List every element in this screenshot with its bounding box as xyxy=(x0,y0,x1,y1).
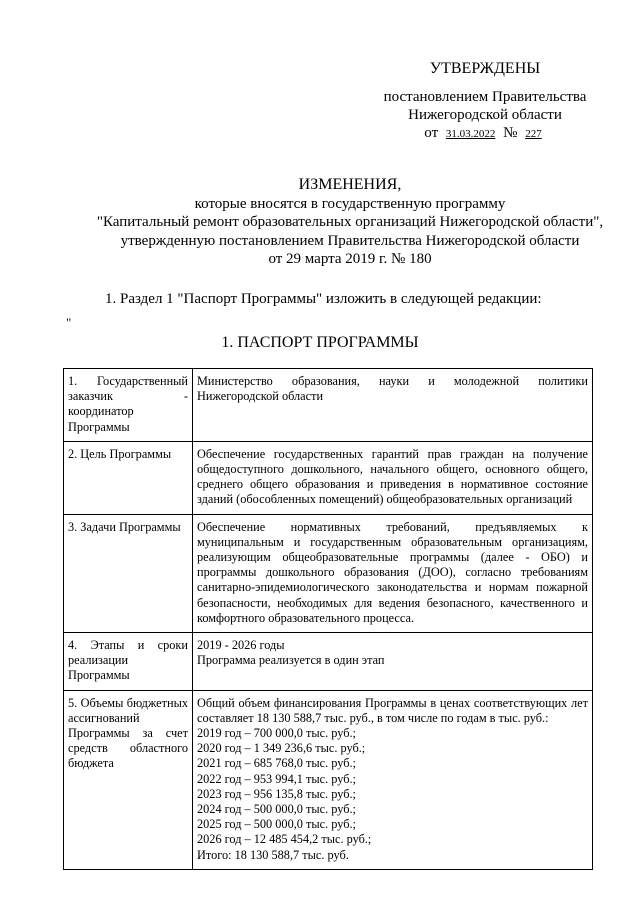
row-value: Обеспечение нормативных требований, предъявляемых к муниципальным и государственным образовательным организациям, реализующим общеобразовательные программы (далее - ОБО) и программы дошкольного образования (ДОО), согласно требованиям санитарно-эпидемиологического законодательства и нормам пожарной безопасности, необходимых для ведения безопасного, качественного и комфортного образовательного процесса. xyxy=(193,514,593,632)
row-value: Министерство образования, науки и молодежной политики Нижегородской области xyxy=(193,369,593,442)
table-row xyxy=(64,369,593,442)
row-label: 3. Задачи Программы xyxy=(64,514,193,632)
row-value xyxy=(193,633,593,691)
funding-year-2021: 2021 год – 685 768,0 тыс. руб.; xyxy=(197,756,356,771)
approval-line-2: Нижегородской области xyxy=(408,107,562,123)
heading-line-2: "Капитальный ремонт образовательных организаций Нижегородской области", xyxy=(96,214,604,230)
funding-year-2025: 2025 год – 500 000,0 тыс. руб.; xyxy=(197,817,356,832)
table-row xyxy=(64,633,593,691)
stages-note: Программа реализуется в один этап xyxy=(197,653,385,668)
funding-year-2019: 2019 год – 700 000,0 тыс. руб.; xyxy=(197,726,356,741)
passport-title: 1. ПАСПОРТ ПРОГРАММЫ xyxy=(221,334,419,351)
funding-year-2020: 2020 год – 1 349 236,6 тыс. руб.; xyxy=(197,741,366,756)
funding-year-2022: 2022 год – 953 994,1 тыс. руб.; xyxy=(197,771,356,786)
approval-block xyxy=(380,60,590,143)
row-value: Обеспечение государственных гарантий прав граждан на получение общедоступного дошкольного, начального общего, основного общего, среднего общего образования и приведения в нормативное состояние зданий (обособленных помещений) общеобразовательных организаций xyxy=(193,441,593,514)
opening-quote: " xyxy=(66,315,72,330)
row-label: 2. Цель Программы xyxy=(64,441,193,514)
document-heading xyxy=(60,176,640,269)
stages-years: 2019 - 2026 годы xyxy=(197,638,285,653)
funding-intro: Общий объем финансирования Программы в ценах соответствующих лет составляет 18 130 588,7 тыс. руб., в том числе по годам в тыс. руб.: xyxy=(197,695,588,725)
item-1-text: 1. Раздел 1 "Паспорт Программы" изложить в следующей редакции: xyxy=(105,291,542,307)
table-row xyxy=(64,441,593,514)
approval-number: 227 xyxy=(525,128,542,140)
row-label: 5. Объемы бюджетных ассигнований Программы за счет средств областного бюджета xyxy=(64,690,193,869)
funding-year-2024: 2024 год – 500 000,0 тыс. руб.; xyxy=(197,802,356,817)
heading-line-1: которые вносятся в государственную программу xyxy=(194,195,506,212)
approval-date-line xyxy=(380,124,590,143)
row-value xyxy=(193,690,593,869)
table-row xyxy=(64,514,593,632)
approval-date: 31.03.2022 xyxy=(445,128,496,140)
heading-line-3: утвержденную постановлением Правительства Нижегородской области xyxy=(120,232,580,249)
funding-total: Итого: 18 130 588,7 тыс. руб. xyxy=(197,847,349,862)
approval-number-prefix: № xyxy=(503,125,518,141)
heading-line-4: от 29 марта 2019 г. № 180 xyxy=(268,251,432,267)
table-row xyxy=(64,690,593,869)
approval-date-prefix: от xyxy=(424,125,439,141)
approval-title: УТВЕРЖДЕНЫ xyxy=(429,60,541,77)
approval-line-1: постановлением Правительства xyxy=(383,89,587,105)
passport-table xyxy=(63,368,593,870)
row-label: 4. Этапы и сроки реализации Программы xyxy=(64,633,193,691)
heading-title: ИЗМЕНЕНИЯ, xyxy=(298,176,402,193)
funding-year-2023: 2023 год – 956 135,8 тыс. руб.; xyxy=(197,786,356,801)
row-label: 1. Государственный заказчик - координатор Программы xyxy=(64,369,193,442)
funding-year-2026: 2026 год – 12 485 454,2 тыс. руб.; xyxy=(197,832,372,847)
